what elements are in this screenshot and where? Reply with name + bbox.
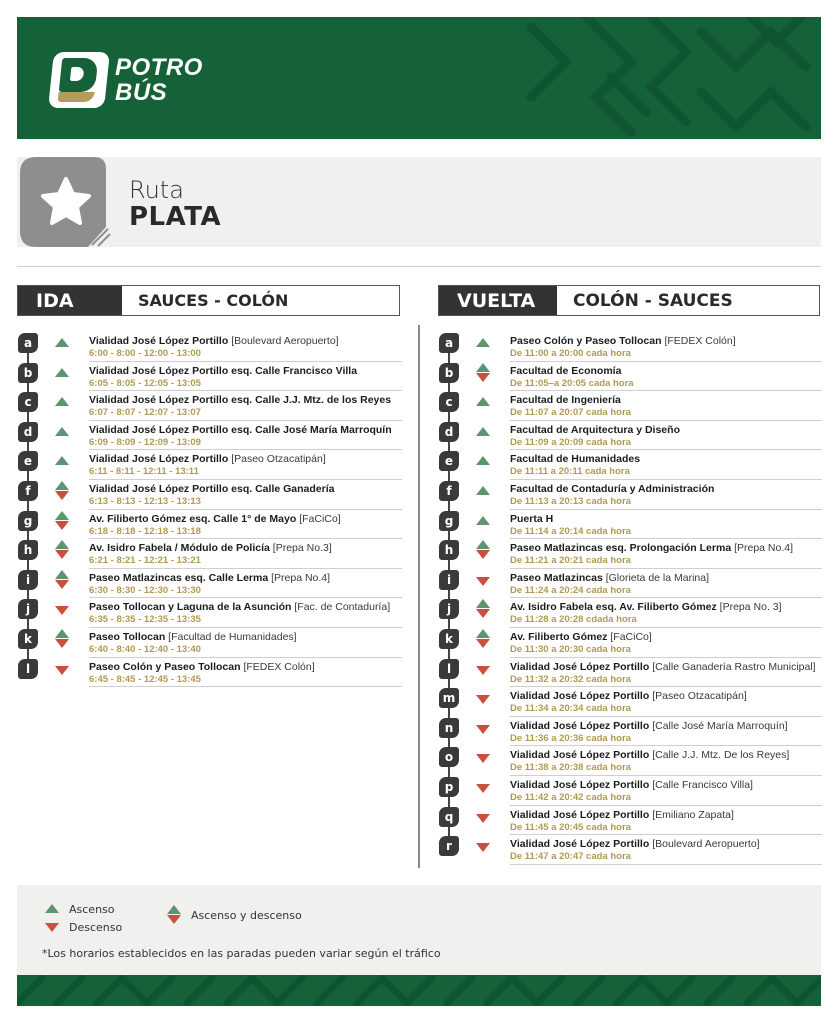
stop-marker bbox=[438, 776, 464, 806]
ida-route: SAUCES - COLÓN bbox=[138, 291, 289, 310]
stop-name-line bbox=[89, 394, 402, 407]
stop-name-line bbox=[510, 453, 822, 466]
stop-reference: [Boulevard Aeropuerto] bbox=[231, 335, 339, 347]
stop-name: Paseo Colón y Paseo Tollocan bbox=[510, 335, 662, 347]
stop-row bbox=[438, 332, 822, 362]
arrow-up-down-icon bbox=[464, 598, 510, 628]
arrow-up-icon bbox=[45, 902, 59, 916]
stop-name: Av. Filiberto Gómez bbox=[510, 630, 608, 643]
stop-marker bbox=[438, 628, 464, 658]
stop-name-line bbox=[510, 749, 822, 762]
stop-reference: [Calle José María Marroquín] bbox=[652, 719, 788, 732]
stop-reference: [Prepa No.3] bbox=[272, 542, 332, 555]
arrow-up-icon bbox=[464, 480, 510, 510]
stop-marker bbox=[17, 421, 43, 451]
stop-letter-badge: h bbox=[18, 540, 38, 560]
stop-schedule: De 11:05–a 20:05 cada hora bbox=[510, 377, 634, 389]
stop-letter-badge: i bbox=[18, 570, 38, 590]
stop-marker bbox=[17, 569, 43, 599]
potrobus-logo bbox=[51, 52, 203, 108]
stop-row bbox=[438, 687, 822, 717]
route-label: Ruta bbox=[129, 176, 184, 204]
stop-name: Vialidad José López Portillo esq. Calle Ganadería bbox=[89, 482, 335, 495]
stop-schedule: De 11:07 a 20:07 cada hora bbox=[510, 407, 631, 419]
stop-info bbox=[510, 421, 822, 451]
stop-name-line bbox=[510, 809, 822, 822]
stop-info bbox=[89, 421, 402, 451]
route-name: PLATA bbox=[129, 202, 222, 232]
stop-schedule: 6:18 - 8:18 - 12:18 - 13:18 bbox=[89, 525, 201, 537]
stop-row bbox=[17, 480, 402, 510]
stop-marker bbox=[17, 391, 43, 421]
header-banner bbox=[17, 17, 821, 139]
arrow-down-icon bbox=[45, 920, 59, 934]
arrow-down-icon bbox=[43, 658, 89, 688]
stop-info bbox=[510, 598, 822, 628]
stop-info bbox=[89, 539, 402, 569]
legend-note: *Los horarios establecidos en las paradas pueden variar según el tráfico bbox=[42, 947, 441, 960]
arrow-up-icon bbox=[464, 391, 510, 421]
stop-row bbox=[17, 332, 402, 362]
stop-schedule: De 11:42 a 20:42 cada hora bbox=[510, 791, 631, 803]
stop-info bbox=[510, 510, 822, 540]
legend bbox=[17, 885, 821, 975]
stop-schedule: De 11:21 a 20:21 cada hora bbox=[510, 555, 631, 567]
stop-name-line bbox=[89, 335, 402, 348]
stop-letter-badge: o bbox=[439, 747, 459, 767]
stop-name: Av. Filiberto Gómez esq. Calle 1° de Mayo bbox=[89, 512, 297, 525]
stop-letter-badge: e bbox=[439, 451, 459, 471]
stop-schedule: 6:45 - 8:45 - 12:45 - 13:45 bbox=[89, 673, 201, 685]
arrow-down-icon bbox=[464, 835, 510, 865]
stop-name: Vialidad José López Portillo bbox=[510, 808, 650, 821]
stop-schedule: De 11:14 a 20:14 cada hora bbox=[510, 525, 631, 537]
stop-name-line bbox=[510, 483, 822, 496]
stop-reference: [FEDEX Colón] bbox=[243, 660, 315, 673]
stop-name-line bbox=[510, 690, 822, 703]
stop-marker bbox=[17, 332, 43, 362]
stop-letter-badge: d bbox=[18, 422, 38, 442]
legend-ascenso bbox=[45, 902, 115, 916]
stop-marker bbox=[438, 391, 464, 421]
arrow-down-icon bbox=[464, 806, 510, 836]
stop-name-line bbox=[510, 424, 822, 437]
ida-tag: IDA bbox=[18, 286, 122, 315]
stop-marker bbox=[438, 717, 464, 747]
stop-name-line bbox=[510, 542, 822, 555]
stop-row bbox=[17, 421, 402, 451]
stop-schedule: 6:40 - 8:40 - 12:40 - 13:40 bbox=[89, 643, 201, 655]
stop-letter-badge: j bbox=[18, 599, 38, 619]
stop-reference: [Glorieta de la Marina] bbox=[605, 571, 710, 584]
stop-info bbox=[89, 480, 402, 510]
stop-letter-badge: f bbox=[18, 481, 38, 501]
legend-ascenso-label: Ascenso bbox=[69, 902, 115, 916]
stop-row bbox=[438, 391, 822, 421]
stop-marker bbox=[438, 569, 464, 599]
logo-line-1: POTRO bbox=[115, 54, 203, 81]
arrow-up-icon bbox=[43, 332, 89, 362]
stop-letter-badge: k bbox=[18, 629, 38, 649]
stop-name: Vialidad José López Portillo bbox=[510, 778, 650, 791]
stop-info bbox=[89, 658, 402, 688]
stop-name: Vialidad José López Portillo bbox=[510, 749, 650, 762]
stop-row bbox=[17, 539, 402, 569]
stop-reference: [Prepa No.4] bbox=[734, 542, 794, 555]
vuelta-stop-list bbox=[438, 332, 822, 865]
stop-letter-badge: i bbox=[439, 570, 459, 590]
logo-text bbox=[115, 55, 203, 105]
stop-schedule: 6:09 - 8:09 - 12:09 - 13:09 bbox=[89, 436, 201, 448]
stop-reference: [Prepa No.4] bbox=[271, 571, 331, 584]
stop-name: Vialidad José López Portillo esq. Calle J.J. Mtz. de los Reyes bbox=[89, 394, 392, 407]
stop-reference: [FaCiCo] bbox=[610, 630, 652, 643]
stop-name-line bbox=[89, 542, 402, 555]
stop-name: Vialidad José López Portillo bbox=[89, 335, 229, 347]
stop-letter-badge: l bbox=[18, 659, 38, 679]
stop-name: Vialidad José López Portillo esq. Calle José María Marroquín bbox=[89, 423, 392, 436]
arrow-up-icon bbox=[464, 421, 510, 451]
stop-info bbox=[89, 510, 402, 540]
stop-letter-badge: k bbox=[439, 629, 459, 649]
stop-name-line bbox=[89, 365, 402, 378]
route-banner bbox=[17, 157, 821, 247]
stop-marker bbox=[438, 658, 464, 688]
stop-schedule: De 11:00 a 20:00 cada hora bbox=[510, 348, 631, 359]
stop-marker bbox=[17, 510, 43, 540]
arrow-up-down-icon bbox=[43, 510, 89, 540]
stop-schedule: 6:11 - 8:11 - 12:11 - 13:11 bbox=[89, 466, 199, 478]
stop-marker bbox=[438, 746, 464, 776]
stop-row bbox=[438, 746, 822, 776]
arrow-up-icon bbox=[464, 450, 510, 480]
arrow-up-icon bbox=[464, 510, 510, 540]
stop-name: Vialidad José López Portillo bbox=[510, 719, 650, 732]
stop-info bbox=[510, 658, 822, 688]
stop-row bbox=[438, 776, 822, 806]
arrow-down-icon bbox=[464, 569, 510, 599]
stop-name-line bbox=[89, 513, 402, 526]
stop-schedule: 6:30 - 8:30 - 12:30 - 13:30 bbox=[89, 584, 201, 596]
stop-info bbox=[510, 717, 822, 747]
stop-row bbox=[17, 391, 402, 421]
stop-schedule: De 11:13 a 20:13 cada hora bbox=[510, 495, 631, 507]
stop-marker bbox=[17, 539, 43, 569]
stop-schedule: 6:07 - 8:07 - 12:07 - 13:07 bbox=[89, 407, 201, 419]
stop-info bbox=[510, 835, 822, 865]
stop-reference: [Facultad de Humanidades] bbox=[168, 630, 297, 643]
stop-name: Facultad de Contaduría y Administración bbox=[510, 482, 715, 495]
stop-name-line bbox=[510, 365, 822, 378]
stop-schedule: 6:35 - 8:35 - 12:35 - 13:35 bbox=[89, 614, 201, 626]
stop-letter-badge: g bbox=[18, 511, 38, 531]
stop-row bbox=[438, 421, 822, 451]
arrow-down-icon bbox=[464, 658, 510, 688]
stop-info bbox=[89, 450, 402, 480]
stop-info bbox=[89, 628, 402, 658]
stop-schedule: De 11:47 a 20:47 cada hora bbox=[510, 851, 631, 863]
stop-marker bbox=[17, 362, 43, 392]
stop-reference: [FEDEX Colón] bbox=[664, 335, 736, 347]
stop-marker bbox=[438, 421, 464, 451]
stop-row bbox=[17, 658, 402, 688]
stop-info bbox=[510, 746, 822, 776]
stop-letter-badge: c bbox=[439, 392, 459, 412]
stop-name: Vialidad José López Portillo bbox=[89, 453, 229, 466]
stop-info bbox=[510, 362, 822, 392]
stop-marker bbox=[17, 658, 43, 688]
stop-info bbox=[89, 569, 402, 599]
stop-name: Vialidad José López Portillo bbox=[510, 660, 650, 673]
stop-reference: [Emiliano Zapata] bbox=[652, 808, 734, 821]
stop-info bbox=[510, 776, 822, 806]
stop-info bbox=[510, 806, 822, 836]
legend-ambos bbox=[167, 905, 302, 925]
stop-row bbox=[438, 510, 822, 540]
stop-letter-badge: a bbox=[439, 333, 459, 353]
vuelta-tag: VUELTA bbox=[439, 286, 557, 315]
stop-name: Paseo Tollocan bbox=[89, 630, 166, 643]
stop-letter-badge: b bbox=[439, 363, 459, 383]
stop-row bbox=[17, 450, 402, 480]
stop-name: Puerta H bbox=[510, 512, 554, 525]
arrow-up-down-icon bbox=[43, 569, 89, 599]
stop-letter-badge: h bbox=[439, 540, 459, 560]
stop-row bbox=[438, 569, 822, 599]
stop-name-line bbox=[510, 779, 822, 792]
stop-letter-badge: c bbox=[18, 392, 38, 412]
ida-header bbox=[17, 285, 400, 316]
stop-name: Facultad de Ingeniería bbox=[510, 394, 621, 407]
stop-row bbox=[438, 717, 822, 747]
legend-descenso bbox=[45, 920, 122, 934]
stop-name: Vialidad José López Portillo bbox=[510, 838, 650, 851]
stop-row bbox=[17, 628, 402, 658]
stop-marker bbox=[17, 628, 43, 658]
stop-name-line bbox=[510, 838, 822, 851]
arrow-down-icon bbox=[43, 598, 89, 628]
stop-reference: [Fac. de Contaduría] bbox=[294, 601, 391, 614]
stop-marker bbox=[17, 480, 43, 510]
stop-info bbox=[89, 598, 402, 628]
stop-name-line bbox=[89, 661, 402, 674]
stop-info bbox=[510, 569, 822, 599]
stop-letter-badge: l bbox=[439, 659, 459, 679]
stop-schedule: De 11:28 a 20:28 cdada hora bbox=[510, 614, 637, 626]
stop-reference: [FaCiCo] bbox=[299, 512, 341, 525]
arrow-up-icon bbox=[43, 421, 89, 451]
arrow-up-icon bbox=[43, 362, 89, 392]
legend-ambos-label: Ascenso y descenso bbox=[191, 908, 302, 922]
arrow-down-icon bbox=[464, 776, 510, 806]
stop-schedule: De 11:11 a 20:11 cada hora bbox=[510, 466, 630, 478]
stop-name: Facultad de Economía bbox=[510, 364, 622, 377]
stop-name-line bbox=[510, 661, 822, 674]
stop-info bbox=[510, 332, 822, 362]
arrow-down-icon bbox=[464, 687, 510, 717]
arrow-down-icon bbox=[464, 717, 510, 747]
stop-schedule: 6:21 - 8:21 - 12:21 - 13:21 bbox=[89, 555, 201, 567]
arrow-down-icon bbox=[464, 746, 510, 776]
footer-banner bbox=[17, 975, 821, 1006]
stop-name-line bbox=[510, 335, 822, 348]
stop-letter-badge: j bbox=[439, 599, 459, 619]
stop-name-line bbox=[89, 483, 402, 496]
stop-name-line bbox=[89, 631, 402, 644]
stop-info bbox=[89, 391, 402, 421]
stop-letter-badge: g bbox=[439, 511, 459, 531]
stop-name: Paseo Colón y Paseo Tollocan bbox=[89, 660, 241, 673]
stop-marker bbox=[438, 450, 464, 480]
stop-letter-badge: b bbox=[18, 363, 38, 383]
stop-schedule: De 11:24 a 20:24 cada hora bbox=[510, 584, 631, 596]
stop-schedule: De 11:36 a 20:36 cada hora bbox=[510, 732, 631, 744]
stop-letter-badge: n bbox=[439, 718, 459, 738]
arrow-up-icon bbox=[464, 332, 510, 362]
stop-reference: [Prepa No. 3] bbox=[719, 601, 782, 614]
decorative-pattern bbox=[381, 17, 821, 139]
stop-marker bbox=[17, 598, 43, 628]
stop-marker bbox=[438, 806, 464, 836]
stop-letter-badge: q bbox=[439, 807, 459, 827]
arrow-up-down-icon bbox=[167, 905, 181, 925]
stop-letter-badge: e bbox=[18, 451, 38, 471]
stop-reference: [Paseo Otzacatipán] bbox=[652, 690, 747, 703]
stop-schedule: De 11:45 a 20:45 cada hora bbox=[510, 821, 631, 833]
stop-name: Av. Isidro Fabela / Módulo de Policía bbox=[89, 542, 270, 555]
stop-letter-badge: m bbox=[439, 688, 459, 708]
ida-stop-list bbox=[17, 332, 402, 687]
stop-name-line bbox=[510, 631, 822, 644]
stop-reference: [Calle J.J. Mtz. De los Reyes] bbox=[652, 749, 790, 762]
stop-marker bbox=[438, 332, 464, 362]
column-separator bbox=[418, 325, 420, 868]
stop-name-line bbox=[510, 572, 822, 585]
stop-schedule: De 11:09 a 20:09 cada hora bbox=[510, 436, 631, 448]
stop-info bbox=[510, 687, 822, 717]
stop-row bbox=[17, 598, 402, 628]
arrow-up-down-icon bbox=[464, 539, 510, 569]
stop-schedule: De 11:30 a 20:30 cada hora bbox=[510, 643, 631, 655]
vuelta-header bbox=[438, 285, 820, 316]
stop-schedule: 6:05 - 8:05 - 12:05 - 13:05 bbox=[89, 377, 201, 389]
stop-schedule: 6:13 - 8:13 - 12:13 - 13:13 bbox=[89, 495, 201, 507]
stop-name: Vialidad José López Portillo bbox=[510, 690, 650, 703]
stop-name: Paseo Matlazincas bbox=[510, 571, 603, 584]
logo-mark-icon bbox=[48, 52, 110, 108]
stop-row bbox=[438, 480, 822, 510]
stop-name-line bbox=[510, 513, 822, 526]
stop-schedule: De 11:38 a 20:38 cada hora bbox=[510, 762, 631, 774]
stop-name-line bbox=[510, 720, 822, 733]
stop-name: Paseo Matlazincas esq. Calle Lerma bbox=[89, 571, 269, 584]
stop-name-line bbox=[89, 453, 402, 466]
section-divider bbox=[17, 266, 821, 267]
stop-marker bbox=[17, 450, 43, 480]
stop-name-line bbox=[89, 572, 402, 585]
stop-row bbox=[17, 569, 402, 599]
stop-schedule: De 11:34 a 20:34 cada hora bbox=[510, 703, 631, 715]
stop-marker bbox=[438, 480, 464, 510]
stop-reference: [Paseo Otzacatipán] bbox=[231, 453, 326, 466]
stop-info bbox=[510, 539, 822, 569]
stop-info bbox=[89, 332, 402, 362]
stop-marker bbox=[438, 510, 464, 540]
arrow-up-down-icon bbox=[43, 480, 89, 510]
stop-reference: [Calle Francisco Villa] bbox=[652, 778, 753, 791]
stop-row bbox=[438, 598, 822, 628]
stop-letter-badge: a bbox=[18, 333, 38, 353]
stop-schedule: De 11:32 a 20:32 cada hora bbox=[510, 673, 631, 685]
stop-name: Facultad de Humanidades bbox=[510, 453, 641, 466]
stop-row bbox=[438, 806, 822, 836]
stop-name-line bbox=[510, 601, 822, 614]
stop-marker bbox=[438, 687, 464, 717]
stop-info bbox=[89, 362, 402, 392]
stop-name-line bbox=[89, 424, 402, 437]
stop-row bbox=[438, 658, 822, 688]
stop-marker bbox=[438, 598, 464, 628]
logo-line-2: BÚS bbox=[115, 79, 168, 106]
stop-reference: [Calle Ganadería Rastro Municipal] bbox=[652, 660, 816, 673]
stop-row bbox=[438, 628, 822, 658]
stop-marker bbox=[438, 539, 464, 569]
arrow-up-icon bbox=[43, 450, 89, 480]
arrow-up-down-icon bbox=[464, 362, 510, 392]
stop-reference: [Boulevard Aeropuerto] bbox=[652, 838, 760, 851]
stop-name-line bbox=[510, 394, 822, 407]
stop-row bbox=[438, 450, 822, 480]
stop-marker bbox=[438, 835, 464, 865]
legend-descenso-label: Descenso bbox=[69, 920, 123, 934]
stop-name: Paseo Matlazincas esq. Prolongación Lerma bbox=[510, 542, 732, 555]
stop-info bbox=[510, 628, 822, 658]
arrow-up-down-icon bbox=[43, 628, 89, 658]
route-title bbox=[129, 177, 221, 231]
arrow-up-down-icon bbox=[464, 628, 510, 658]
arrow-up-down-icon bbox=[43, 539, 89, 569]
stop-letter-badge: d bbox=[439, 422, 459, 442]
stop-info bbox=[510, 480, 822, 510]
stop-info bbox=[510, 450, 822, 480]
stop-name: Facultad de Arquitectura y Diseño bbox=[510, 423, 680, 436]
stop-name-line bbox=[89, 601, 402, 614]
stop-letter-badge: p bbox=[439, 777, 459, 797]
stop-marker bbox=[438, 362, 464, 392]
stop-name: Av. Isidro Fabela esq. Av. Filiberto Gómez bbox=[510, 601, 717, 614]
stop-row bbox=[17, 510, 402, 540]
stop-row bbox=[438, 835, 822, 865]
stop-name: Paseo Tollocan y Laguna de la Asunción bbox=[89, 601, 292, 614]
arrow-up-icon bbox=[43, 391, 89, 421]
stop-info bbox=[510, 391, 822, 421]
vuelta-route: COLÓN - SAUCES bbox=[573, 290, 733, 311]
star-icon bbox=[20, 157, 112, 247]
stop-row bbox=[17, 362, 402, 392]
stop-row bbox=[438, 539, 822, 569]
stop-letter-badge: f bbox=[439, 481, 459, 501]
stop-letter-badge: r bbox=[439, 836, 459, 856]
stop-schedule: 6:00 - 8:00 - 12:00 - 13:00 bbox=[89, 348, 201, 359]
stop-row bbox=[438, 362, 822, 392]
footer-pattern bbox=[17, 975, 821, 1006]
stop-name: Vialidad José López Portillo esq. Calle Francisco Villa bbox=[89, 364, 358, 377]
